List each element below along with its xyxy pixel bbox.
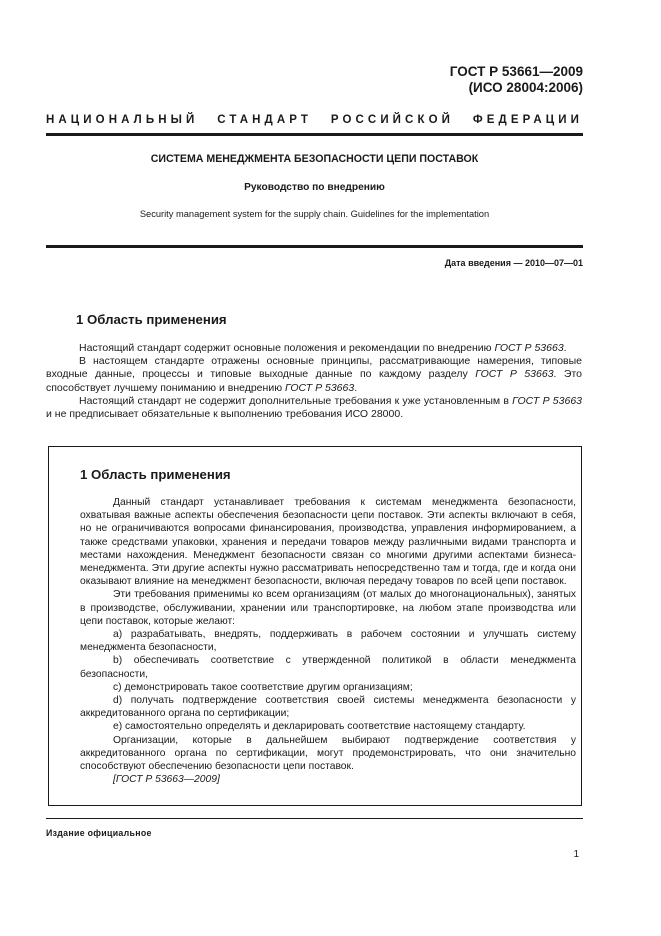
paragraph: Эти требования применимы ко всем организациям (от малых до многонациональных), занятых в производстве, обслуживании, хранении или транспортировке, на любом этапе производства или цепи поставок, которые желают:	[80, 589, 576, 627]
official-edition-label: Издание официальное	[46, 828, 152, 838]
banner-word: СТАНДАРТ	[217, 114, 312, 126]
paragraph: Настоящий стандарт содержит основные положения и рекомендации по внедрению ГОСТ Р 53663.	[79, 342, 567, 354]
document-subtitle: Руководство по внедрению	[244, 182, 385, 193]
banner-word: НАЦИОНАЛЬНЫЙ	[46, 114, 199, 126]
document-title-english: Security management system for the supply chain. Guidelines for the implementation	[139, 209, 490, 219]
list-item: c) демонстрировать такое соответствие другим организациям;	[113, 681, 413, 693]
quoted-text-box	[48, 446, 582, 806]
section-heading: 1 Область применения	[76, 312, 227, 327]
paragraph: Настоящий стандарт не содержит дополнительные требования к уже установленным в ГОСТ Р 53663 и не предписывает обязательные к выполнению требования ИСО 28000.	[46, 394, 582, 421]
paragraph: Данный стандарт устанавливает требования к системам менеджмента безопасности, охватывая важные аспекты обеспечения безопасности цепи поставок. Эти аспекты включают в себя, но не ограничиваются вопросами финансирования, производства, управления информированием, а также средствами упаковки, хранения и передачи товаров между различными видами транспорта и местами нахождения. Менеджмент безопасности связан со многими другими аспектами бизнеса-менеджмента. Эти другие аспекты нужно рассматривать непосредственно там и тогда, где и когда они оказывают влияние на менеджмент безопасности, включая передачу товаров по всей цепи поставок.	[80, 497, 576, 588]
introduction-date: Дата введения — 2010—07—01	[444, 258, 583, 268]
iso-number: (ИСО 28004:2006)	[468, 80, 583, 95]
page-number: 1	[573, 849, 579, 860]
banner-word: ФЕДЕРАЦИИ	[472, 114, 583, 126]
document-title: СИСТЕМА МЕНЕДЖМЕНТА БЕЗОПАСНОСТИ ЦЕПИ ПОСТАВОК	[150, 153, 479, 165]
quote-source: [ГОСТ Р 53663—2009]	[113, 774, 220, 786]
banner-word: РОССИЙСКОЙ	[330, 114, 454, 126]
section-body	[46, 342, 582, 421]
quote-body	[80, 496, 576, 786]
list-item: а) разрабатывать, внедрять, поддерживать в рабочем состоянии и улучшать систему менеджмента безопасности,	[80, 629, 576, 654]
top-divider	[46, 133, 583, 136]
list-item: e) самостоятельно определять и декларировать соответствие настоящему стандарту.	[113, 721, 526, 733]
national-standard-banner	[46, 114, 583, 130]
standard-reference: ГОСТ Р 53663	[494, 342, 564, 354]
paragraph: Организации, которые в дальнейшем выбирают подтверждение соответствия у аккредитованного органа по сертификации, могут продемонстрировать, что они значительно способствуют обеспечению безопасности цепи поставок.	[80, 734, 576, 773]
standard-reference: ГОСТ Р 53663	[475, 368, 554, 381]
list-item: d) получать подтверждение соответствия своей системы менеджмента безопасности у аккредитованного органа по сертификации;	[80, 695, 576, 720]
list-item: b) обеспечивать соответствие с утвержденной политикой в области менеджмента безопасности,	[80, 655, 576, 680]
standard-number: ГОСТ Р 53661—2009	[449, 64, 583, 79]
title-divider	[46, 245, 583, 248]
paragraph: В настоящем стандарте отражены основные принципы, рассматривающие намерения, типовые входные данные, процессы и типовые выходные данные по каждому разделу ГОСТ Р 53663. Это способствует лучшему пониманию и внедрению ГОСТ Р 53663.	[46, 355, 582, 394]
standard-reference: ГОСТ Р 53663	[512, 394, 582, 407]
standard-number-block	[450, 64, 583, 96]
quote-heading: 1 Область применения	[80, 467, 231, 482]
footer-divider	[46, 818, 583, 819]
standard-reference: ГОСТ Р 53663	[284, 381, 355, 394]
